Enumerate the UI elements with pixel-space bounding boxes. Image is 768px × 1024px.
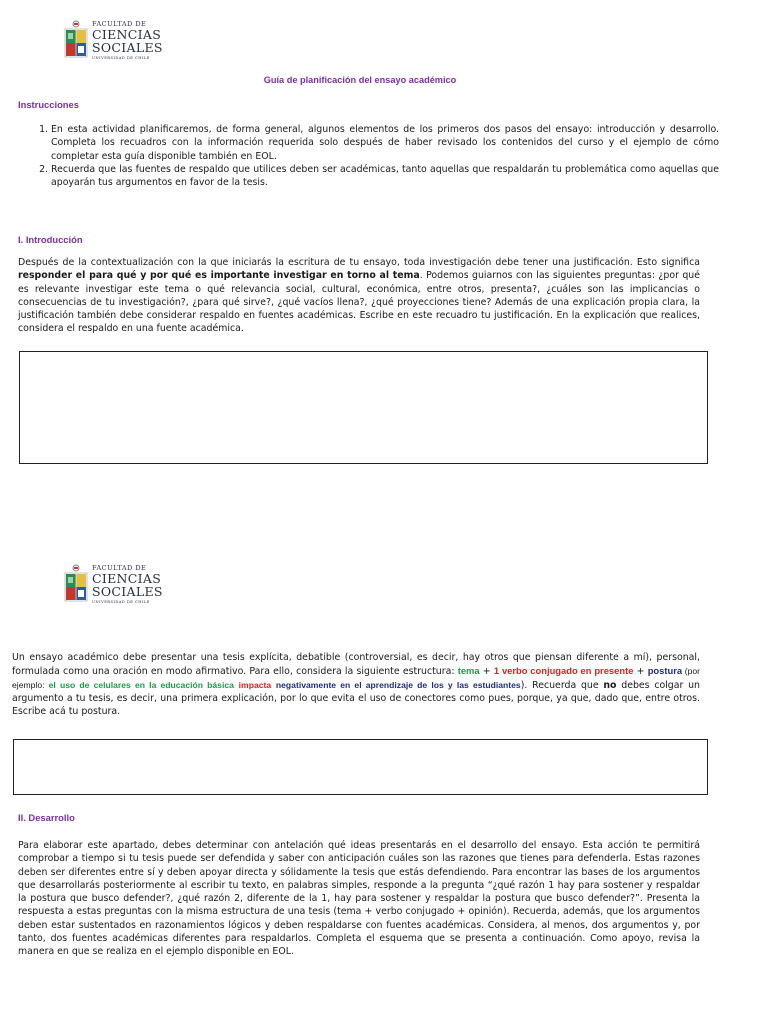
structure-tema: tema — [457, 665, 480, 677]
logo-line-3: SOCIALES — [92, 584, 163, 599]
logo-line-2: CIENCIAS — [92, 570, 162, 586]
instructions-heading: Instrucciones — [18, 99, 79, 110]
structure-verbo: 1 verbo conjugado en presente — [493, 665, 634, 677]
logo-line-4: UNIVERSIDAD DE CHILE — [92, 599, 150, 604]
desarrollo-heading: II. Desarrollo — [18, 812, 75, 823]
thesis-paragraph — [12, 651, 700, 718]
example-close: ). — [520, 679, 528, 691]
thesis-text-2: Recuerda que — [527, 679, 604, 691]
instruction-item: 2. Recuerda que las fuentes de respaldo que utilices deben ser académicas, tanto aquellas que respaldarán tu problemática como aquellas que apoyarán tus argumentos en favor de la tesis. — [51, 163, 719, 190]
structure-postura: postura — [647, 665, 683, 677]
thesis-text-1: Un ensayo académico debe presentar una tesis explícita, debatible (controversial, es decir, hay otros que piensan diferente a mí), personal, formulada como una oración en modo afirmativo. Para ello, considera la siguiente estructura: — [12, 652, 700, 678]
faculty-logo — [64, 20, 163, 62]
logo-line-1: FACULTAD DE — [92, 564, 147, 572]
logo-line-3: SOCIALES — [92, 40, 163, 55]
justification-answer-box[interactable] — [19, 351, 708, 464]
example-open: (por ejemplo: — [12, 666, 700, 690]
thesis-answer-box[interactable] — [13, 739, 708, 795]
example-postura: negativamente en el aprendizaje de los y las estudiantes — [275, 679, 521, 690]
structure-plus: + — [479, 666, 494, 678]
structure-plus: + — [633, 666, 648, 678]
faculty-logo — [64, 564, 163, 606]
intro-text-a: Después de la contextualización con la que iniciarás la escritura de tu ensayo, toda investigación debe tener una justificación. Esto significa — [18, 257, 700, 268]
intro-heading: I. Introducción — [18, 234, 83, 245]
logo-line-2: CIENCIAS — [92, 26, 162, 42]
thesis-text-3: debes colgar un argumento a tu tesis, es decir, una primera explicación, por lo que evita el uso de conectores como pues, porque, ya que, dado que, entre otros. Escribe acá tu postura. — [12, 679, 700, 718]
logo-line-1: FACULTAD DE — [92, 20, 147, 28]
intro-paragraph — [18, 256, 700, 336]
desarrollo-paragraph: Para elaborar este apartado, debes determinar con antelación qué ideas presentarás en el desarrollo del ensayo. Esta acción te permitirá comprobar a tiempo si tu tesis puede ser defendida y saber con anticipación cuáles son las razones que tienes para defenderla. Estas razones deben ser diferentes entre sí y deben apoyar directa y sólidamente la tesis que estás defendiendo. Para encontrar las bases de los argumentos que desarrollarás posteriormente al escribir tu texto, en palabras simples, responde a la pregunta “¿qué razón 1 hay para sostener y respaldar la postura que busco defender?, ¿qué razón 2, diferente de la 1, hay para sostener y respaldar la postura que busco defender?”. Presenta la respuesta a estas preguntas con la misma estructura de una tesis (tema + verbo conjugado + opinión). Recuerda, además, que los argumentos deben estar sustentados en razonamientos lógicos y deben respaldarse con fuentes académicas. Considera, al menos, dos argumentos y, por tanto, dos fuentes académicas diferentes para respaldarlos. Completa el esquema que se presenta a continuación. Como apoyo, revisa la manera en que se realiza en el ejemplo disponible en EOL. — [18, 840, 700, 958]
intro-text-b: . Podemos guiarnos con las siguientes preguntas: ¿por qué es relevante investigar este tema o qué relevancia social, cultural, económica, entre otros, presenta?, ¿cuáles son las implicancias o consecuencias de tu investigación?, ¿para qué sirve?, ¿qué vacíos llena?, ¿qué proyecciones tiene? Además de una explicación propia clara, la justificación también debe considerar respaldo en fuentes académicas. Escribe en este recuadro tu justificación. En la explicación que realices, considera el respaldo en una fuente académica. — [18, 270, 701, 335]
example-tema: el uso de celulares en la educación básica — [48, 679, 234, 690]
thesis-text-no: no — [603, 679, 617, 691]
page-title: Guía de planificación del ensayo académico — [263, 75, 457, 85]
intro-text-bold: responder el para qué y por qué es importante investigar en torno al tema — [18, 270, 420, 282]
instruction-item: 1. En esta actividad planificaremos, de forma general, algunos elementos de los primeros dos pasos del ensayo: introducción y desarrollo. Completa los recuadros con la información requerida solo después de haber revisado los contenidos del curso y el ejemplo de cómo completar esta guía disponible también en EOL. — [51, 123, 719, 163]
university-seal-icon — [64, 564, 88, 606]
university-seal-icon — [64, 20, 88, 62]
example-verbo: impacta — [238, 679, 272, 690]
instructions-list — [34, 123, 719, 189]
logo-line-4: UNIVERSIDAD DE CHILE — [92, 55, 150, 60]
